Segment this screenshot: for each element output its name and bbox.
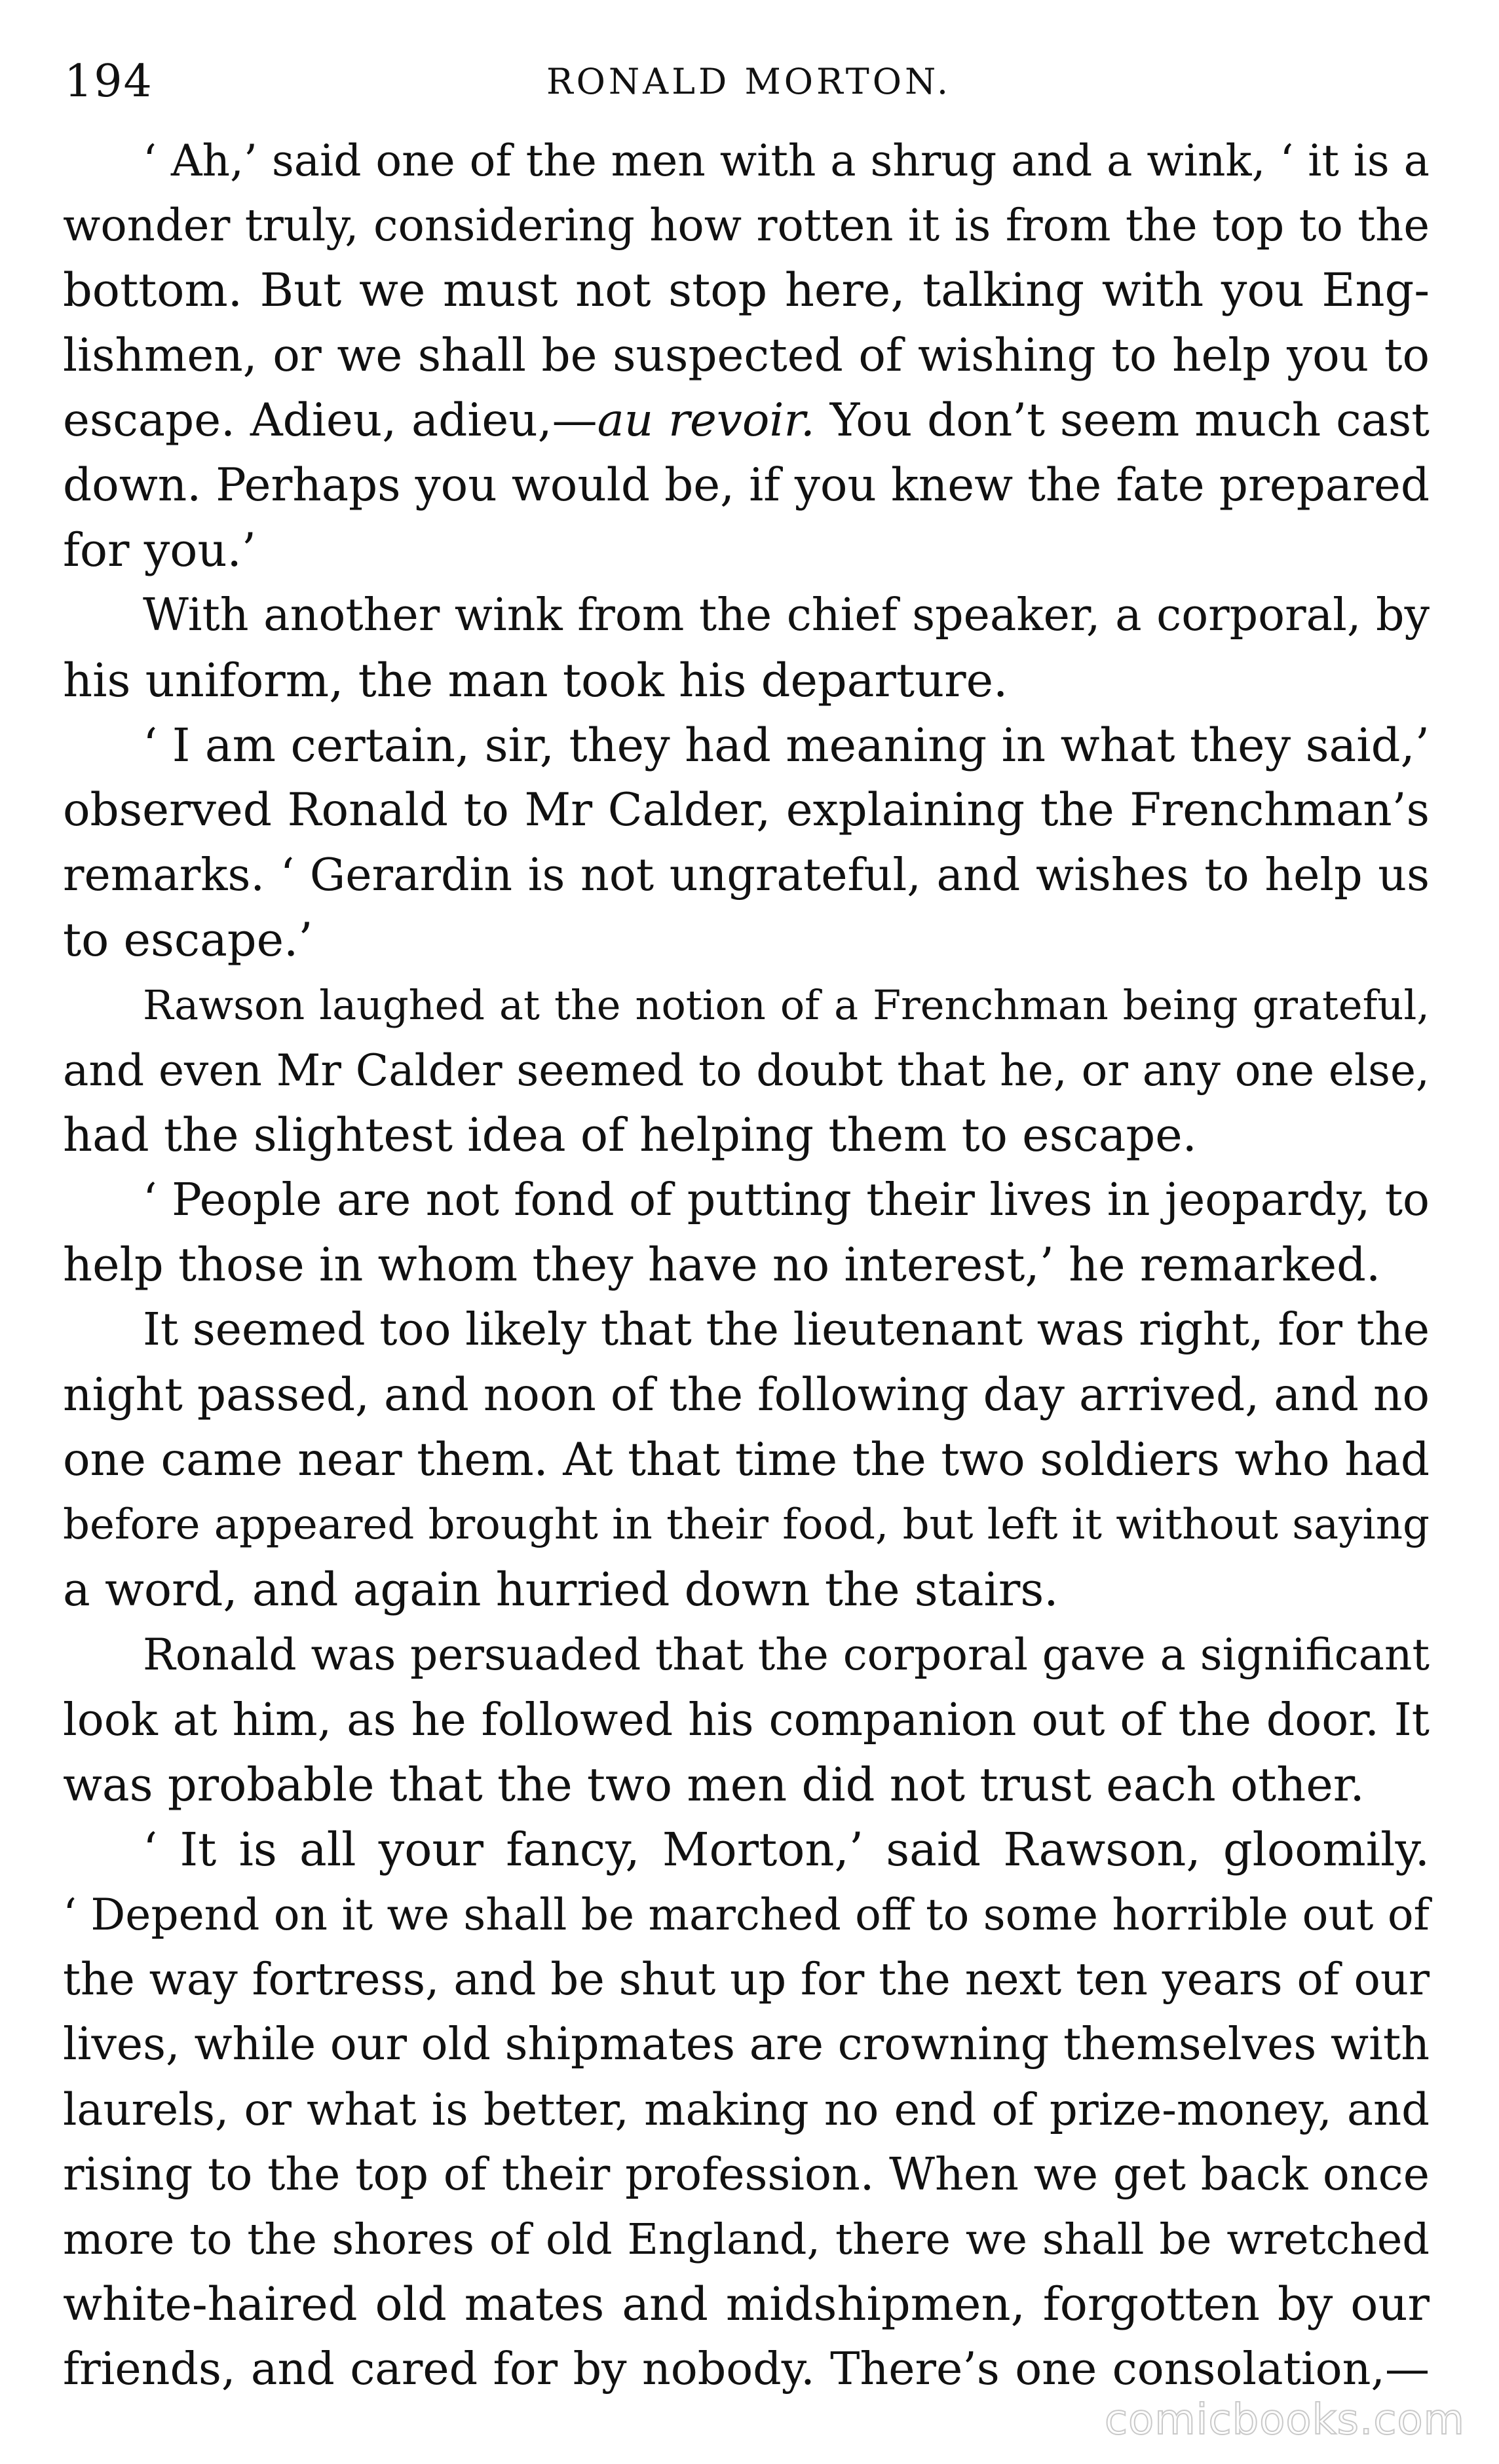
text-line: With another wink from the chief speaker, a corporal, by (143, 589, 1430, 642)
text-line: lishmen, or we shall be suspected of wishing to help you to (63, 329, 1430, 382)
text-line: before appeared brought in their food, but left it without saying (63, 1500, 1430, 1549)
text-line: to escape.’ (63, 913, 313, 967)
page-number: 194 (64, 56, 153, 107)
text-line: Rawson laughed at the notion of a Frenchman being grateful, (143, 981, 1430, 1030)
text-line: Ronald was persuaded that the corporal gave a significant (143, 1630, 1430, 1681)
page-header (64, 46, 1433, 118)
text-line: lives, while our old shipmates are crowning themselves with (63, 2019, 1430, 2071)
text-line: more to the shores of old England, there we shall be wretched (63, 2215, 1430, 2264)
text-span: You don’t seem much cast (814, 394, 1430, 447)
italic-phrase: au revoir. (597, 394, 815, 447)
watermark-logo: comicbooks.com (1104, 2396, 1465, 2444)
text-line: It seemed too likely that the lieutenant was right, for the (143, 1304, 1430, 1356)
text-line: one came near them. At that time the two soldiers who had (63, 1433, 1430, 1486)
text-line: ‘ Ah,’ said one of the men with a shrug and a wink, ‘ it is a (143, 136, 1430, 186)
text-line (63, 388, 1430, 453)
body-text (63, 128, 1430, 2402)
text-line: ‘ Depend on it we shall be marched off to some horrible out of (63, 1890, 1430, 1941)
text-line: down. Perhaps you would be, if you knew the fate prepared (63, 458, 1430, 512)
text-line: was probable that the two men did not trust each other. (63, 1757, 1365, 1812)
text-line: white-haired old mates and midshipmen, forgotten by our (63, 2277, 1430, 2332)
text-line: the way fortress, and be shut up for the next ten years of our (63, 1954, 1430, 2006)
text-line: bottom. But we must not stop here, talking with you Eng- (63, 263, 1430, 318)
text-line: observed Ronald to Mr Calder, explaining the Frenchman’s (63, 783, 1430, 836)
text-line: laurels, or what is better, making no end of prize-money, and (63, 2083, 1430, 2135)
text-line: look at him, as he followed his companion out of the door. It (63, 1694, 1430, 1746)
text-line: remarks. ‘ Gerardin is not ungrateful, and wishes to help us (63, 849, 1430, 902)
text-line: ‘ I am certain, sir, they had meaning in what they said,’ (143, 718, 1430, 772)
text-line: for you.’ (63, 523, 257, 578)
text-line: had the slightest idea of helping them to escape. (63, 1108, 1197, 1162)
text-line: and even Mr Calder seemed to doubt that he, or any one else, (63, 1045, 1430, 1096)
text-line: help those in whom they have no interest,’ he remarked. (63, 1238, 1381, 1292)
text-line: friends, and cared for by nobody. There’s one consolation,— (63, 2343, 1430, 2396)
text-line: night passed, and noon of the following day arrived, and no (63, 1368, 1430, 1421)
text-span: escape. Adieu, adieu,— (63, 394, 598, 447)
running-head: RONALD MORTON. (546, 61, 951, 102)
text-line: his uniform, the man took his departure. (63, 653, 1008, 707)
text-line: wonder truly, considering how rotten it is from the top to the (63, 200, 1430, 252)
text-line: rising to the top of their profession. When we get back once (63, 2148, 1430, 2201)
text-line: ‘ People are not fond of putting their lives in jeopardy, to (143, 1174, 1430, 1226)
text-line: ‘ It is all your fancy, Morton,’ said Rawson, gloomily. (143, 1822, 1430, 1876)
text-line: a word, and again hurried down the stairs. (63, 1563, 1059, 1617)
